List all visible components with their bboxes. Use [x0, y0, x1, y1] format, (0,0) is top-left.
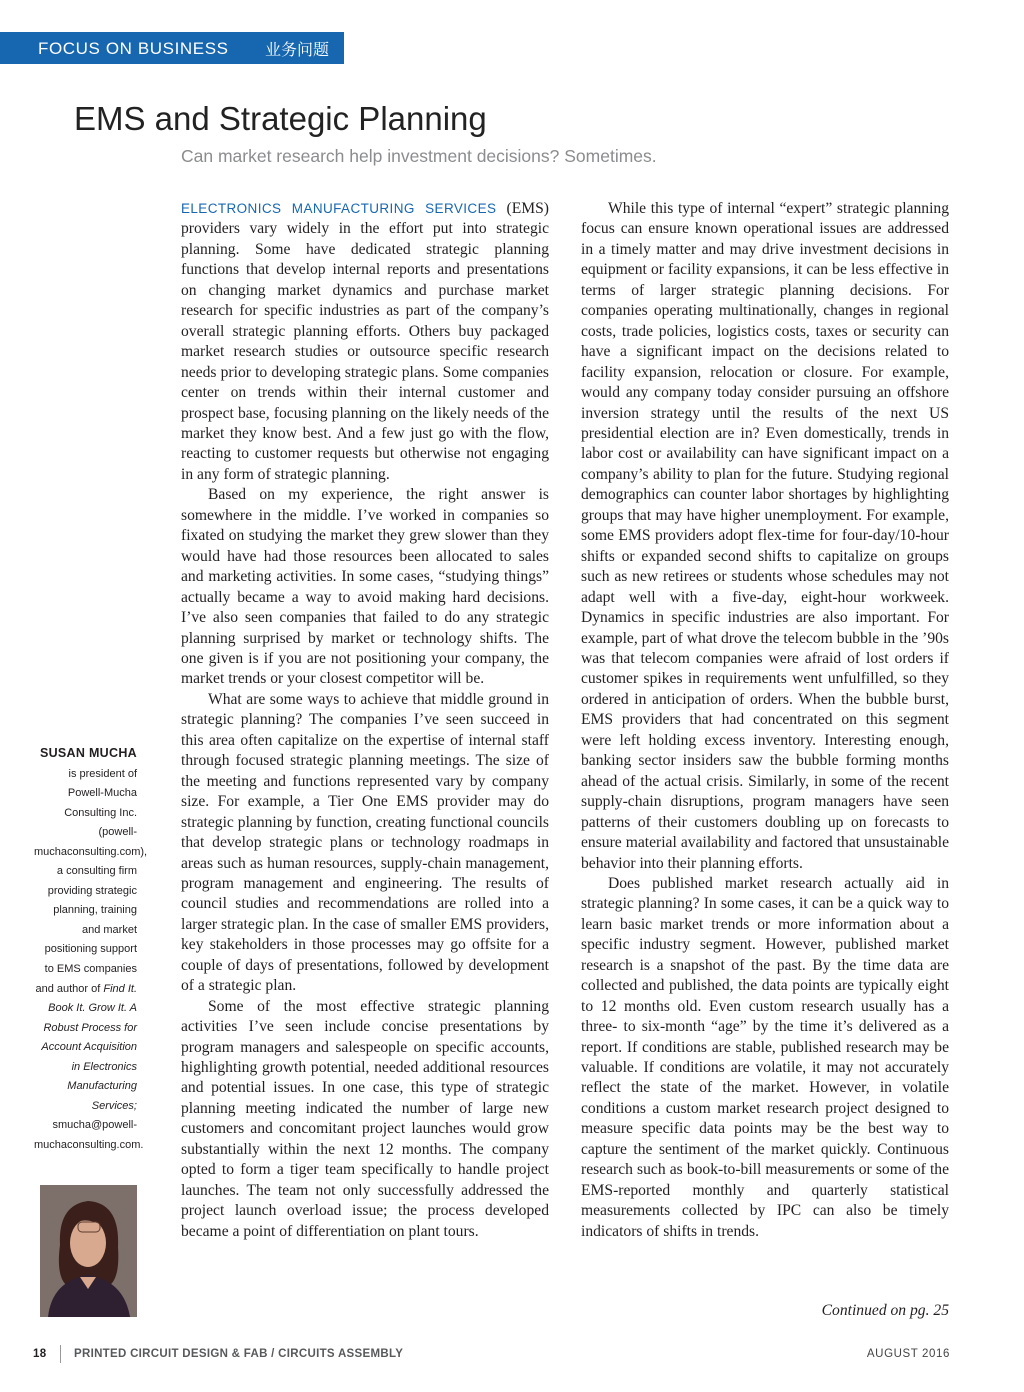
- publication-name: PRINTED CIRCUIT DESIGN & FAB / CIRCUITS ASSEMBLY: [74, 1348, 404, 1360]
- issue-date: AUGUST 2016: [866, 1348, 950, 1360]
- footer-divider: [60, 1345, 61, 1363]
- article-column-left: [181, 199, 549, 1242]
- author-bio: [34, 744, 148, 1155]
- article-paragraph: While this type of internal “expert” strategic planning focus can ensure known operational issues are addressed in a timely matter and may drive investment decisions in equipment or facility expansions, it can be less effective in terms of larger strategic planning decisions. For companies operating multinationally, changes in regional costs, trade policies, logistics costs, taxes or security can have a significant impact on the decisions related to facility expansion, relocation or closure. For example, would any company today consider pursuing an offshore inversion strategy until the results of the next US presidential election are in? Even domestically, trends in labor cost or availability can have significant impact on a company’s ability to plan for the future. Studying regional demographics can counter labor shortages by highlighting groups that may have higher unemployment. For example, some EMS providers adopt flex-time for four-day/10-hour shifts or expanded second shifts to capitalize on groups such as new retirees or students whose schedules may not adapt well with a five-day, eight-hour workweek. Dynamics in specific industries are also important. For example, part of what drove the telecom bubble in the ’90s was that telecom companies were afraid of lost orders if customer spikes in requirements went unfulfilled, so they ordered in anticipation of orders. When the bubble burst, EMS providers that had concentrated on this segment were left holding excess inventory. Interesting enough, banking sector insiders saw the bubble forming months ahead of the actual crisis. Similarly, in some of the recent supply-chain disruptions, program managers have seen patterns of their customers doubling up on forecasts to ensure material availability and factored that unsustainable behavior into their planning efforts.: [581, 200, 949, 872]
- article-paragraph: ELECTRONICS MANUFACTURING SERVICES (EMS) providers vary widely in the effort put into strategic planning. Some have dedicated strategic planning functions that develop internal reports and presentations on changing market dynamics and purchase market research for specific industries as part of the company’s overall strategic planning efforts. Others buy packaged market research studies or outsource specific research needs prior to developing strategic plans. Some companies center on trends within their internal customer and prospect base, focusing planning on the likely needs of the market they know best. And a few just go with the flow, reacting to customer requests but otherwise not engaging in any form of strategic planning.: [181, 200, 549, 483]
- section-label-chinese: 业务问题: [265, 40, 330, 59]
- article-subtitle: Can market research help investment decisions? Sometimes.: [181, 146, 657, 166]
- article-column-right: [581, 199, 949, 1242]
- author-bio-text: is president of Powell-Mucha Consulting Inc. (powell-muchaconsulting.com), a consulting firm providing strategic planning, training and market positioning support to EMS companies and author of: [34, 767, 148, 995]
- section-banner: [0, 32, 344, 64]
- article-title: EMS and Strategic Planning: [74, 100, 487, 137]
- author-name: SUSAN MUCHA: [39, 746, 137, 760]
- author-email: smucha@powell-muchaconsulting.com.: [34, 1119, 144, 1151]
- article-paragraph: Some of the most effective strategic planning activities I’ve seen include concise presentations by program managers and salespeople on specific accounts, highlighting growth potential, needed additional resources and potential issues. In one case, this type of strategic planning meeting indicated the number of large new customers and concomitant project launches would grow substantially within the next 12 months. The company opted to form a tiger team specifically to handle project launches. The team not only successfully addressed the project launch overload issue; the process developed became a point of differentiation on plant tours.: [181, 997, 549, 1240]
- author-photo: [40, 1185, 137, 1317]
- article-paragraph: Based on my experience, the right answer is somewhere in the middle. I’ve worked in companies so fixated on studying the market they grew slower than they would have had those resources been allocated to sales and marketing activities. In some cases, “studying things” actually became a way to avoid making hard decisions. I’ve also seen companies that failed to do any strategic planning surprised by market or technology shifts. The one given is if you are not positioning your company, the market trends or your closest competitor will be.: [181, 486, 549, 688]
- section-label: FOCUS ON BUSINESS: [38, 39, 229, 58]
- page-number: 18: [33, 1348, 47, 1360]
- article-paragraph: What are some ways to achieve that middle ground in strategic planning? The companies I’ve seen succeed in this area often capitalize on the expertise of internal staff through focused strategic planning meetings. The size of the meeting and functions represented vary by company size. For example, a Tier One EMS provider may do strategic planning by function, creating functional councils that develop strategic plans or technology roadmaps in areas such as human resources, supply-chain management, program management and engineering. The results of council studies and recommendations are rolled into a larger strategic plan. In the case of smaller EMS providers, key stakeholders in those processes may go offsite for a couple of days of presentations, followed by development of a strategic plan.: [181, 690, 549, 995]
- article-paragraph: Does published market research actually aid in strategic planning? In some cases, it can be a quick way to learn basic market trends or more information about a specific industry segment. However, published market research is a snapshot of the past. By the time data are collected and published, the data points are typically eight to 12 months old. Even custom research usually has a three- to six-month “age” by the time it’s delivered as a report. If conditions are stable, published research may be valuable. If conditions are volatile, it may not accurately reflect the state of the market. However, in volatile conditions a custom market research project designed to measure specific data points may be the best way to capture the sentiment of the market quickly. Continuous research such as book-to-bill measurements or some of the EMS-reported monthly and quarterly statistical measurements collected by IPC can also be timely indicators of shifts in trends.: [581, 874, 949, 1240]
- lead-in-caps: ELECTRONICS MANUFACTURING SERVICES: [181, 201, 497, 216]
- continued-note: Continued on pg. 25: [821, 1302, 949, 1319]
- author-book-title: Find It. Book It. Grow It. A Robust Process for Account Acquisition in Electronics Manufacturing Services;: [41, 982, 137, 1112]
